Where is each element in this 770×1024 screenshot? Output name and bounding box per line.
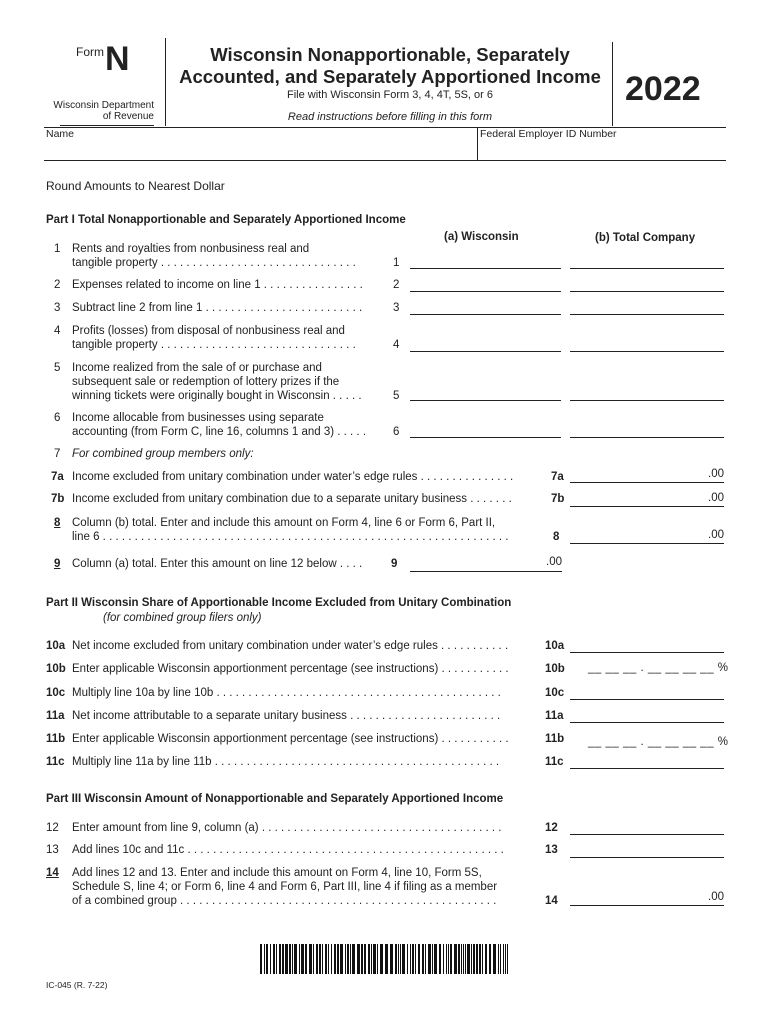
line10b-ref: 10b: [545, 663, 565, 675]
line12-number: 12: [46, 822, 59, 834]
fein-label: Federal Employer ID Number: [480, 128, 617, 140]
line4-col-a-field[interactable]: [410, 351, 561, 352]
line14-text: Add lines 12 and 13. Enter and include this amount on Form 4, line 10, Form 5S, Schedule S, line 4; or Form 6, line 4 and Form 6, Part III, line 4 if filing as a member of a combined group . . . . . . . . . . . . . . . . . . . . . . . . . . . . . . . . . . . . . . . . . . . . . . . . . .: [72, 867, 498, 907]
name-label: Name: [46, 128, 75, 140]
line1-col-b-field[interactable]: [570, 268, 724, 269]
line8-field[interactable]: [570, 543, 724, 544]
line11c-ref: 11c: [545, 756, 564, 768]
line12-ref: 12: [545, 822, 558, 834]
line9-text: Column (a) total. Enter this amount on line 12 below . . . .: [72, 558, 363, 570]
line2-col-a-field[interactable]: [410, 291, 561, 292]
line12-text: Enter amount from line 9, column (a) . . . . . . . . . . . . . . . . . . . . . . . . . . . . . . . . . . . . . .: [72, 822, 502, 834]
dept-underline: [60, 125, 154, 126]
line8-amount: .00: [708, 529, 724, 541]
line13-text: Add lines 10c and 11c . . . . . . . . . . . . . . . . . . . . . . . . . . . . . . . . . . . . . . . . . . . . . . . . . .: [72, 844, 504, 856]
line13-number: 13: [46, 844, 59, 856]
line9-ref: 9: [391, 558, 398, 570]
line6-number: 6: [54, 412, 61, 424]
col-a-header: (a) Wisconsin: [444, 231, 519, 243]
line14-amount: .00: [708, 891, 724, 903]
line13-field[interactable]: [570, 857, 724, 858]
line1-number: 1: [54, 243, 61, 255]
line8-number: 8: [54, 517, 61, 529]
line1-ref: 1: [393, 257, 400, 269]
line11a-text: Net income attributable to a separate unitary business . . . . . . . . . . . . . . . . . . . . . . . .: [72, 710, 501, 722]
line6-col-a-field[interactable]: [410, 437, 561, 438]
line10b-percent-field[interactable]: __ __ __ . __ __ __ __ %: [588, 662, 729, 674]
line2-ref: 2: [393, 279, 400, 291]
line10c-field[interactable]: [570, 699, 724, 700]
line10a-number: 10a: [46, 640, 66, 652]
line5-ref: 5: [393, 390, 400, 402]
line10a-text: Net income excluded from unitary combination under water’s edge rules . . . . . . . . . . .: [72, 640, 509, 652]
line7a-field[interactable]: [570, 482, 724, 483]
line2-number: 2: [54, 279, 61, 291]
line8-text: Column (b) total. Enter and include this amount on Form 4, line 6 or Form 6, Part II, line 6 . . . . . . . . . . . . . . . . . . . . . . . . . . . . . . . . . . . . . . . . . . . . . . . . . . . . . . . . . . . . . . . .: [72, 517, 509, 543]
line11c-field[interactable]: [570, 768, 724, 769]
line6-col-b-field[interactable]: [570, 437, 724, 438]
line9-number: 9: [54, 558, 61, 570]
form-letter: N: [105, 40, 130, 78]
line5-text: Income realized from the sale of or purchase and subsequent sale or redemption of lottery prizes if the winning tickets were originally bought in Wisconsin . . . . .: [72, 362, 362, 402]
line7b-amount: .00: [708, 492, 724, 504]
fein-field[interactable]: [480, 141, 725, 159]
header-divider-right: [612, 42, 613, 126]
line9-amount: .00: [546, 556, 562, 568]
line12-field[interactable]: [570, 834, 724, 835]
line7a-text: Income excluded from unitary combination under water’s edge rules . . . . . . . . . . . . . . .: [72, 471, 514, 483]
header-divider-left: [165, 38, 166, 126]
line3-ref: 3: [393, 302, 400, 314]
line14-field[interactable]: [570, 905, 724, 906]
form-title: Wisconsin Nonapportionable, Separately Accounted, and Separately Apportioned Income: [179, 44, 601, 87]
line11b-ref: 11b: [545, 733, 565, 745]
col-b-header: (b) Total Company: [595, 232, 696, 244]
line7b-ref: 7b: [551, 493, 565, 505]
round-amounts-note: Round Amounts to Nearest Dollar: [46, 179, 225, 193]
line5-number: 5: [54, 362, 61, 374]
line10b-text: Enter applicable Wisconsin apportionment percentage (see instructions) . . . . . . . . . . .: [72, 663, 509, 675]
fein-divider: [477, 127, 478, 160]
read-instructions-note: Read instructions before filling in this form: [287, 111, 493, 123]
line10a-field[interactable]: [570, 652, 724, 653]
line5-col-b-field[interactable]: [570, 400, 724, 401]
line9-field[interactable]: [410, 571, 562, 572]
line3-col-b-field[interactable]: [570, 314, 724, 315]
line7a-number: 7a: [51, 471, 64, 483]
form-barcode: [260, 944, 512, 974]
line1-col-a-field[interactable]: [410, 268, 561, 269]
line5-col-a-field[interactable]: [410, 400, 561, 401]
line11a-ref: 11a: [545, 710, 564, 722]
line7b-number: 7b: [51, 493, 65, 505]
name-field[interactable]: [50, 141, 475, 159]
line11c-text: Multiply line 11a by line 11b . . . . . . . . . . . . . . . . . . . . . . . . . . . . . . . . . . . . . . . . . . . . .: [72, 756, 500, 768]
part3-heading: Part III Wisconsin Amount of Nonapportionable and Separately Apportioned Income: [46, 793, 504, 805]
part2-subheading: (for combined group filers only): [103, 612, 262, 624]
line10c-text: Multiply line 10a by line 10b . . . . . . . . . . . . . . . . . . . . . . . . . . . . . . . . . . . . . . . . . . . . .: [72, 687, 501, 699]
line1-text: Rents and royalties from nonbusiness real and tangible property . . . . . . . . . . . . . . . . . . . . . . . . . . . . . . .: [72, 243, 356, 269]
line7-text: For combined group members only:: [72, 448, 254, 460]
file-with-note: File with Wisconsin Form 3, 4, 4T, 5S, or 6: [286, 89, 493, 101]
line7b-text: Income excluded from unitary combination due to a separate unitary business . . . . . . .: [72, 493, 512, 505]
line11b-text: Enter applicable Wisconsin apportionment percentage (see instructions) . . . . . . . . . . .: [72, 733, 509, 745]
line10a-ref: 10a: [545, 640, 565, 652]
tax-year: 2022: [625, 70, 701, 108]
part1-heading: Part I Total Nonapportionable and Separately Apportioned Income: [46, 214, 406, 226]
line13-ref: 13: [545, 844, 558, 856]
form-code: IC-045 (R. 7-22): [46, 980, 108, 990]
department-name: Wisconsin Department of Revenue: [53, 100, 154, 122]
line4-ref: 4: [393, 339, 400, 351]
line8-ref: 8: [553, 531, 560, 543]
line4-text: Profits (losses) from disposal of nonbusiness real and tangible property . . . . . . . . . . . . . . . . . . . . . . . . . . . . . . .: [72, 325, 356, 351]
line14-ref: 14: [545, 895, 558, 907]
line10c-number: 10c: [46, 687, 66, 699]
line11a-number: 11a: [46, 710, 65, 722]
line11c-number: 11c: [46, 756, 65, 768]
line2-text: Expenses related to income on line 1 . . . . . . . . . . . . . . . .: [72, 279, 363, 291]
line11b-percent-field[interactable]: __ __ __ . __ __ __ __ %: [588, 736, 729, 748]
line4-col-b-field[interactable]: [570, 351, 724, 352]
line7a-amount: .00: [708, 468, 724, 480]
line3-text: Subtract line 2 from line 1 . . . . . . . . . . . . . . . . . . . . . . . . .: [72, 302, 363, 314]
line7-number: 7: [54, 448, 61, 460]
part2-heading: Part II Wisconsin Share of Apportionable Income Excluded from Unitary Combination: [46, 597, 512, 609]
line11b-number: 11b: [46, 733, 66, 745]
line4-number: 4: [54, 325, 61, 337]
line10c-ref: 10c: [545, 687, 565, 699]
form-word: Form: [76, 45, 104, 59]
name-bottom-rule: [44, 160, 726, 161]
line3-col-a-field[interactable]: [410, 314, 561, 315]
line7b-field[interactable]: [570, 506, 724, 507]
line6-text: Income allocable from businesses using separate accounting (from Form C, line 16, columns 1 and 3) . . . . .: [72, 412, 367, 438]
line10b-number: 10b: [46, 663, 66, 675]
name-top-rule: [44, 127, 726, 128]
line14-number: 14: [46, 867, 59, 879]
line11a-field[interactable]: [570, 722, 724, 723]
line7a-ref: 7a: [551, 471, 564, 483]
line3-number: 3: [54, 302, 61, 314]
line6-ref: 6: [393, 426, 400, 438]
line2-col-b-field[interactable]: [570, 291, 724, 292]
